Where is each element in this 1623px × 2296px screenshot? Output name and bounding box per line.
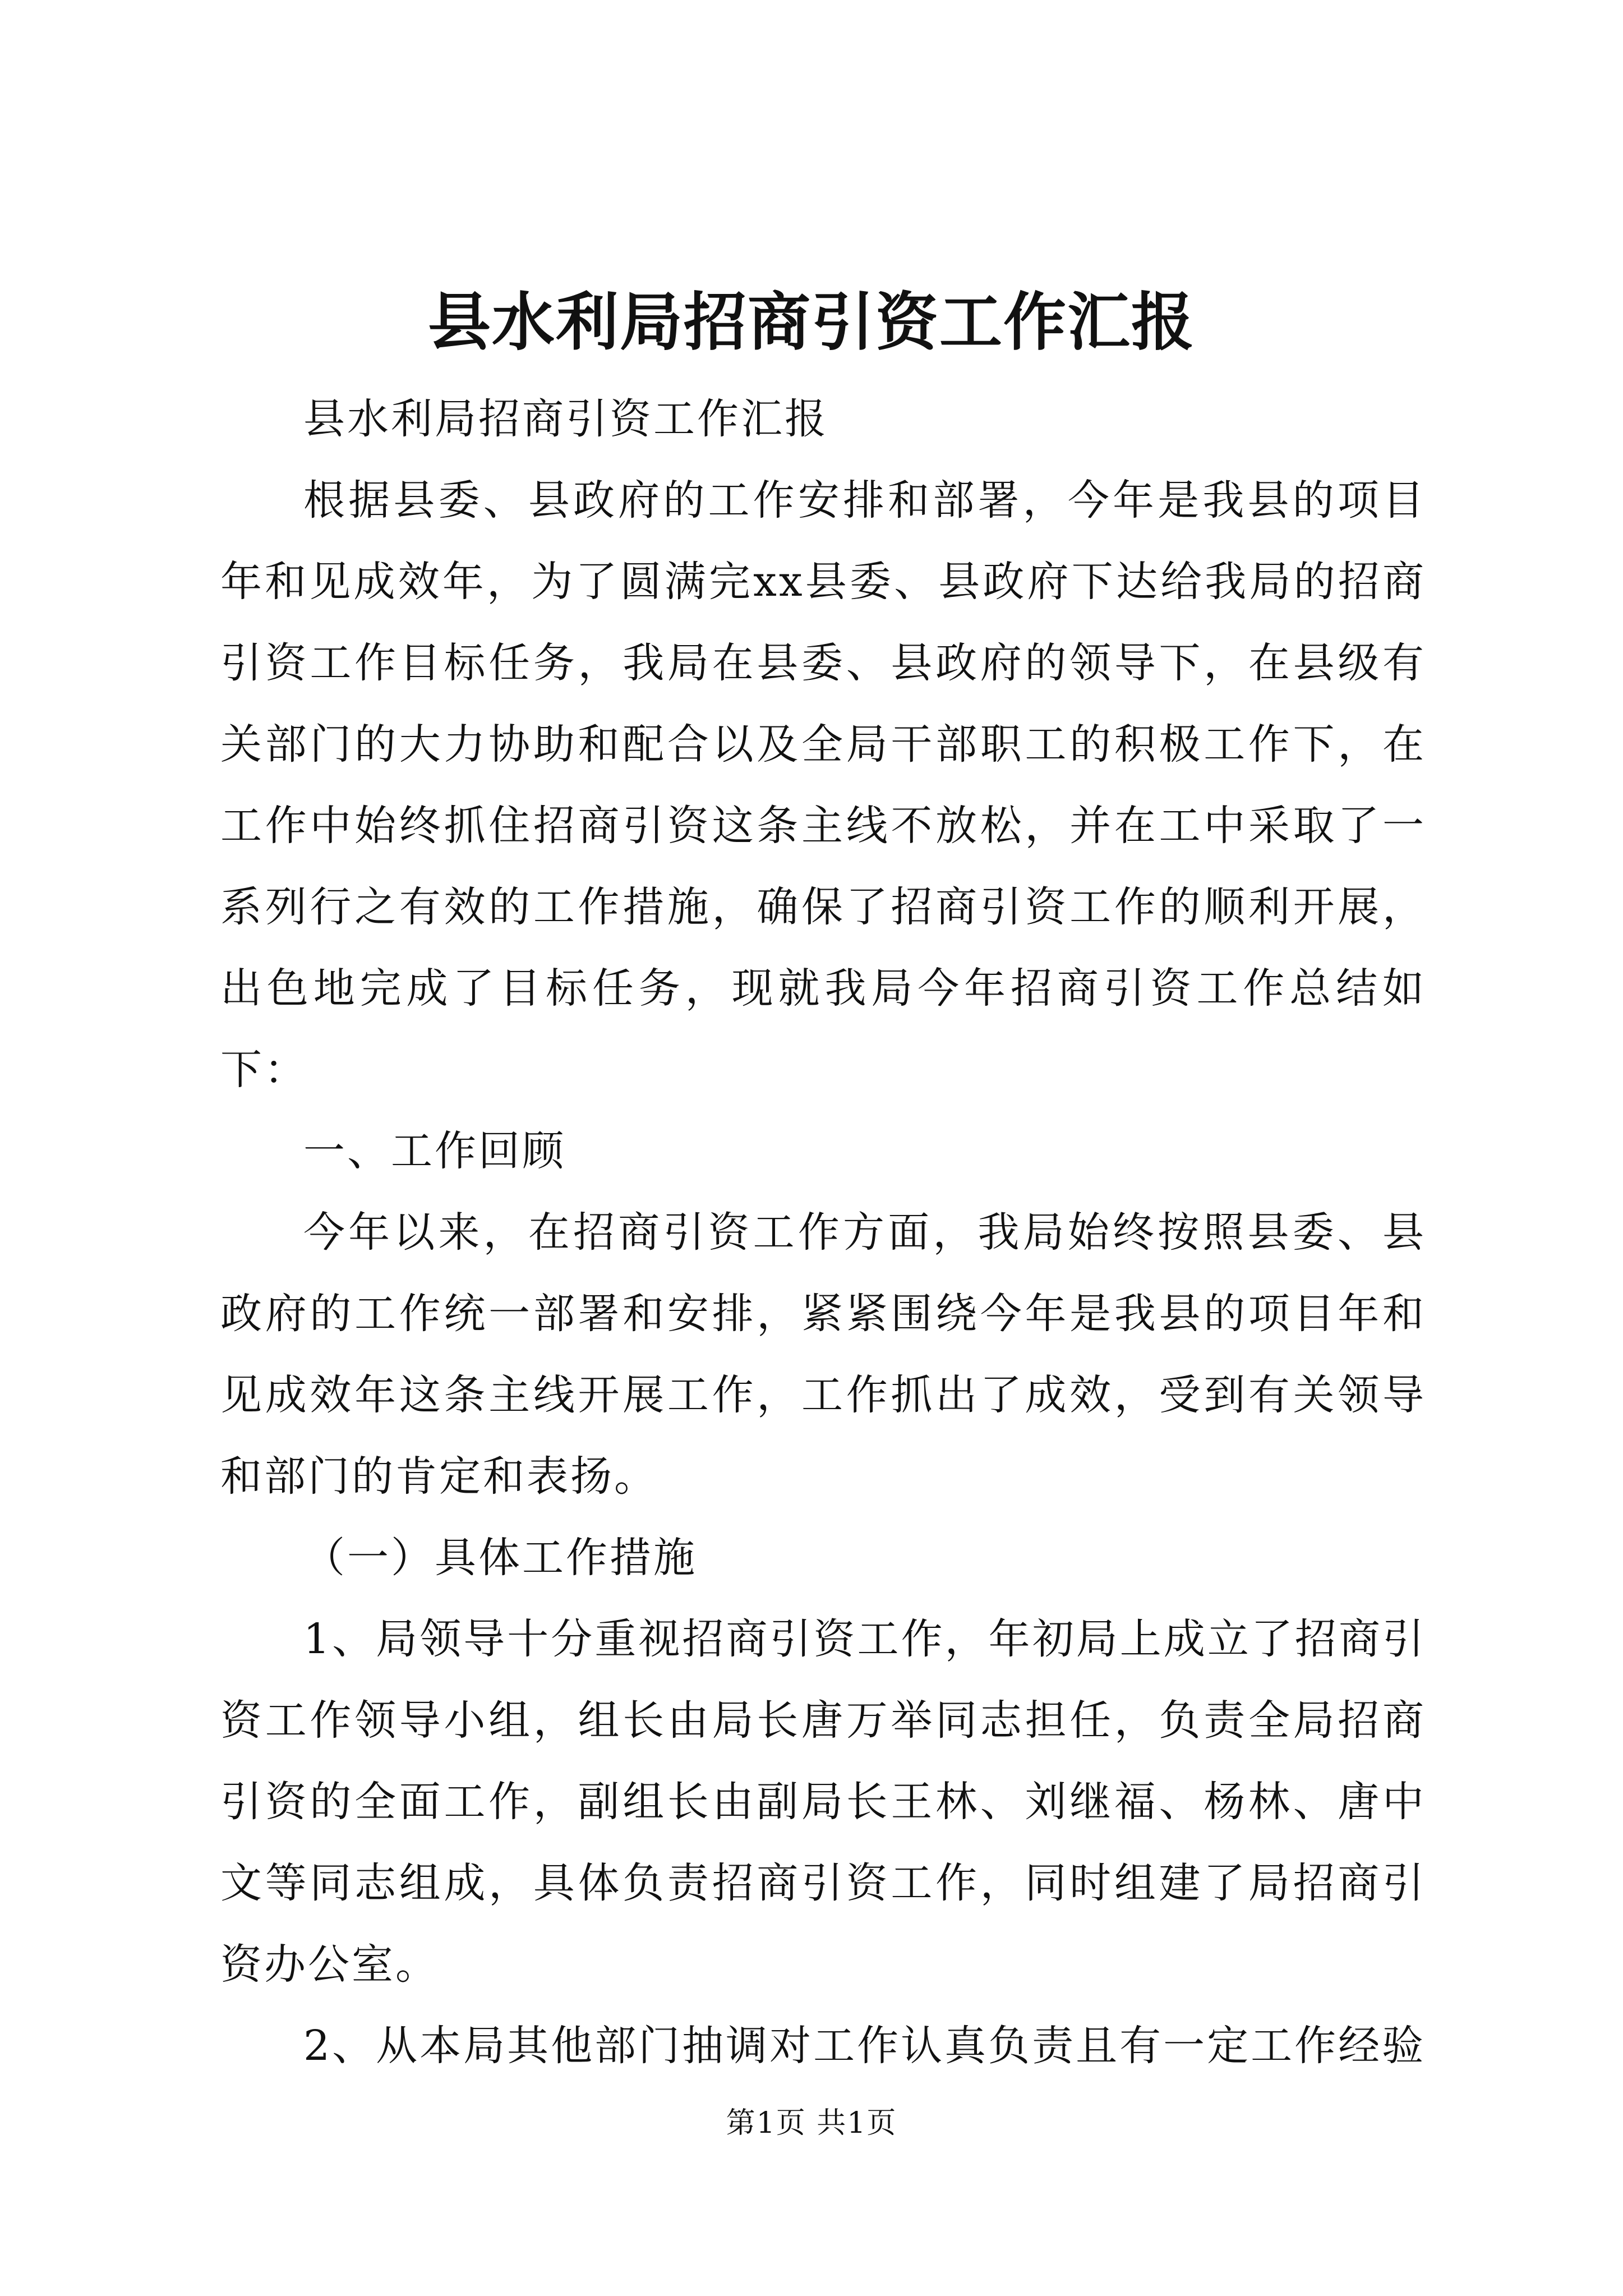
section-heading-review: 一、工作回顾 [303,1127,566,1175]
subtitle-paragraph: 县水利局招商引资工作汇报 [303,395,828,443]
measure-item-1: 1、局领导十分重视招商引资工作，年初局上成立了招商引资工作领导小组，组长由局长唐万举同志担任，负责全局招商引资的全面工作，副组长由副局长王林、刘继福、杨林、唐中文等同志组成，具体负责招商引资工作，同时组建了局招商引资办公室。 [220,1615,1426,1989]
page-number-footer: 第1页 共1页 [726,2106,897,2140]
intro-paragraph: 根据县委、县政府的工作安排和部署，今年是我县的项目年和见成效年，为了圆满完xx县委、县政府下达给我局的招商引资工作目标任务，我局在县委、县政府的领导下，在县级有关部门的大力协助和配合以及全局干部职工的积极工作下，在工作中始终抓住招商引资这条主线不放松，并在工中采取了一系列行之有效的工作措施，确保了招商引资工作的顺利开展，出色地完成了目标任务，现就我局今年招商引资工作总结如下： [220,476,1426,1094]
document-title: 县水利局招商引资工作汇报 [428,286,1195,359]
subsection-heading-measures: （一）具体工作措施 [303,1534,697,1582]
review-paragraph: 今年以来，在招商引资工作方面，我局始终按照县委、县政府的工作统一部署和安排，紧紧围绕今年是我县的项目年和见成效年这条主线开展工作，工作抓出了成效，受到有关领导和部门的肯定和表扬。 [220,1208,1426,1501]
document-body [220,379,1426,2087]
measure-item-2: 2、从本局其他部门抽调对工作认真负责且有一定工作经验 [303,2022,1426,2070]
